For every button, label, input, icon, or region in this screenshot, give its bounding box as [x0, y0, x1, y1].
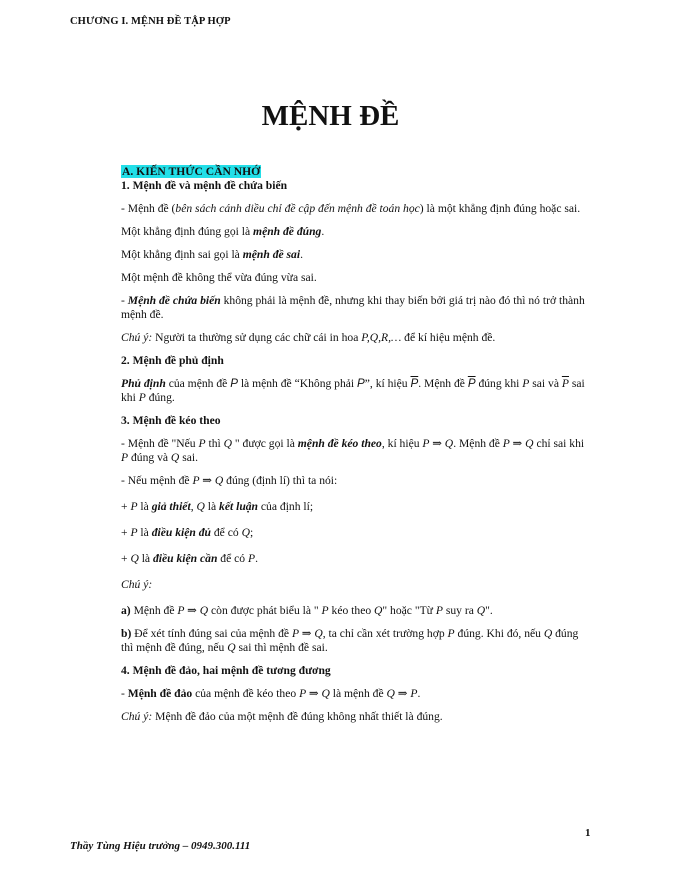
chapter-header: CHƯƠNG I. MỆNH ĐỀ TẬP HỢP [70, 16, 231, 27]
section-a-heading: A. KIẾN THỨC CẦN NHỚ [122, 165, 261, 178]
s3-note-b: b) Để xét tính đúng sai của mệnh đề P ⇒ Q, ta chỉ cần xét trường hợp P đúng. Khi đó, nếu Q đúng thì mệnh đề đúng, nếu Q sai thì mệnh đề sai. [121, 627, 579, 654]
footer-author: Thầy Tùng Hiệu trưởng – 0949.300.111 [70, 840, 251, 852]
section-1-heading: 1. Mệnh đề và mệnh đề chứa biến [121, 179, 288, 192]
s3-list-item-2: + P là điều kiện đủ để có Q; [121, 526, 254, 539]
section-2-heading: 2. Mệnh đề phủ định [121, 354, 224, 367]
s1-note: Chú ý: Người ta thường sử dụng các chữ cái in hoa P,Q,R,… để kí hiệu mệnh đề. [121, 331, 496, 344]
s1-paragraph-3: Một khẳng định sai gọi là mệnh đề sai. [121, 248, 303, 261]
page-title: MỆNH ĐỀ [261, 100, 400, 132]
s3-list-item-3: + Q là điều kiện cần để có P. [121, 552, 258, 565]
s4-paragraph-1: - Mệnh đề đảo của mệnh đề kéo theo P ⇒ Q là mệnh đề Q ⇒ P. [121, 687, 421, 700]
page-number: 1 [585, 827, 591, 839]
s3-paragraph-2: - Nếu mệnh đề P ⇒ Q đúng (định lí) thì ta nói: [121, 474, 338, 487]
s1-paragraph-2: Một khẳng định đúng gọi là mệnh đề đúng. [121, 225, 325, 238]
s2-paragraph-1: Phủ định của mệnh đề P là mệnh đề “Không phải P”, kí hiệu $\overline{P}$. Mệnh đề $\overline{P}$ đúng khi P sai và $\overline{P}$ sai khi P đúng. [121, 377, 585, 404]
s3-note-a: a) Mệnh đề P ⇒ Q còn được phát biểu là " P kéo theo Q" hoặc "Từ P suy ra Q". [121, 604, 493, 617]
document-body [121, 165, 593, 724]
section-3-heading: 3. Mệnh đề kéo theo [121, 414, 221, 427]
s4-note: Chú ý: Mệnh đề đảo của một mệnh đề đúng không nhất thiết là đúng. [121, 710, 443, 723]
s1-paragraph-1: - Mệnh đề (bên sách cánh diều chỉ đề cập đến mệnh đề toán học) là một khẳng định đúng hoặc sai. [121, 202, 581, 215]
s3-paragraph-1: - Mệnh đề "Nếu P thì Q " được gọi là mệnh đề kéo theo, kí hiệu P ⇒ Q. Mệnh đề P ⇒ Q chỉ sai khi P đúng và Q sai. [121, 437, 585, 464]
s3-list-item-1: + P là giả thiết, Q là kết luận của định lí; [121, 500, 314, 513]
s1-paragraph-4: Một mệnh đề không thể vừa đúng vừa sai. [121, 271, 317, 284]
section-4-heading: 4. Mệnh đề đảo, hai mệnh đề tương đương [121, 664, 331, 677]
s1-paragraph-5: - Mệnh đề chứa biến không phải là mệnh đề, nhưng khi thay biến bởi giá trị nào đó thì nó trở thành mệnh đề. [121, 294, 585, 321]
s3-note-label: Chú ý: [121, 578, 153, 591]
